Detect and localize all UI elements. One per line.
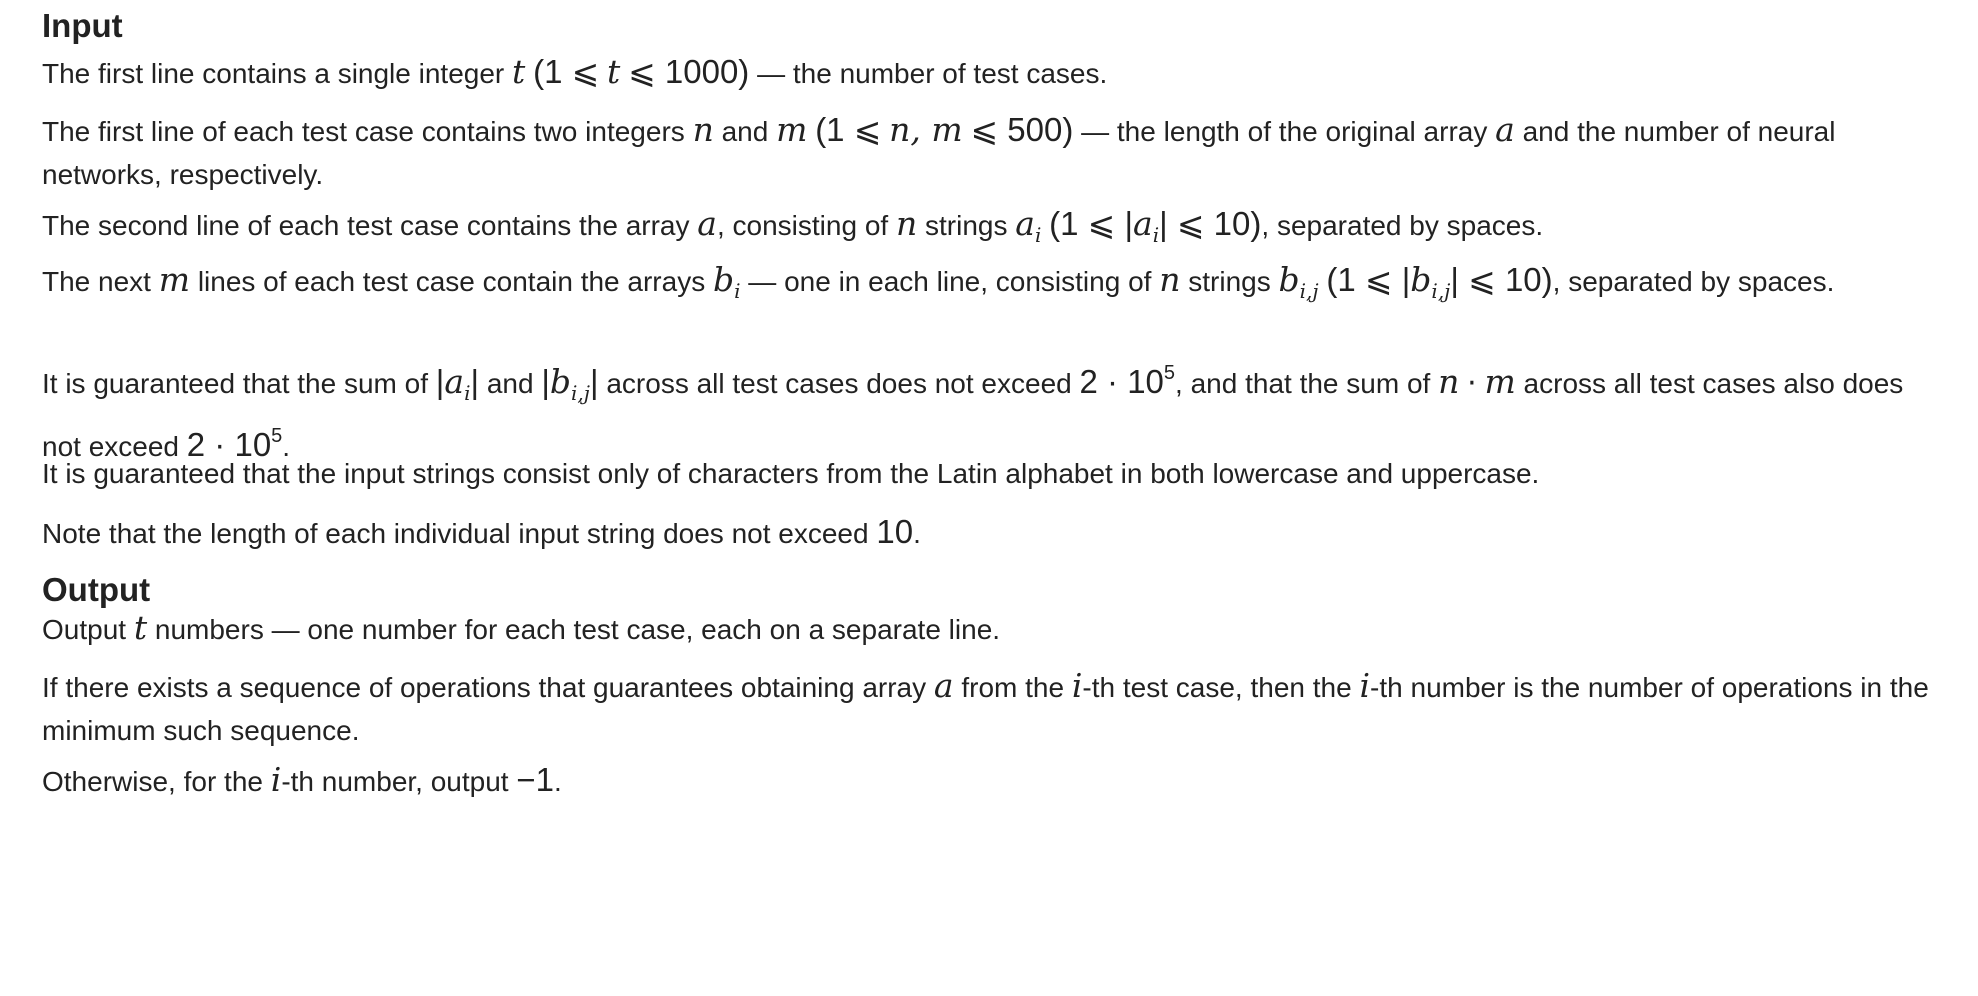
output-heading: Output (42, 571, 151, 608)
output-paragraph-sequence: If there exists a sequence of operations that guarantees obtaining array a from the i-th test case, then the i-th number is the number of operations in the minimum such sequence. (42, 666, 1929, 746)
output-paragraph-otherwise: Otherwise, for the i-th number, output −1. (42, 760, 562, 799)
input-paragraph-n-m: The first line of each test case contains two integers n and m (1 ⩽ n, m ⩽ 500) — the length of the original array a and the number of neural networks, respectively. (42, 110, 1836, 190)
input-heading: Input (42, 7, 123, 44)
output-paragraph-numbers: Output t numbers — one number for each test case, each on a separate line. (42, 608, 1001, 647)
input-paragraph-test-count: The first line contains a single integer t (1 ⩽ t ⩽ 1000) — the number of test cases. (42, 52, 1108, 91)
input-paragraph-latin: It is guaranteed that the input strings consist only of characters from the Latin alphabet in both lowercase and uppercase. (42, 458, 1540, 489)
input-paragraph-arrays-b: The next m lines of each test case contain the arrays $b_i$ — one in each line, consisting of n strings $b_{i,j}$ (1 ⩽ $|b_{i,j}|$ ⩽ 10), separated by spaces. (42, 260, 1835, 303)
input-paragraph-length-note: Note that the length of each individual input string does not exceed 10. (42, 513, 921, 550)
input-paragraph-array-a: The second line of each test case contains the array a, consisting of n strings $a_i$ (1 ⩽ $|a_i|$ ⩽ 10), separated by spaces. (42, 204, 1544, 247)
input-paragraph-sum-constraint: It is guaranteed that the sum of $|a_i|$ and $|b_{i,j}|$ across all test cases does not exceed $2 \cdot 10^5$, and that the sum of n · m across all test cases also does not exceed $2 \cdot 10^5$. (42, 362, 1904, 463)
